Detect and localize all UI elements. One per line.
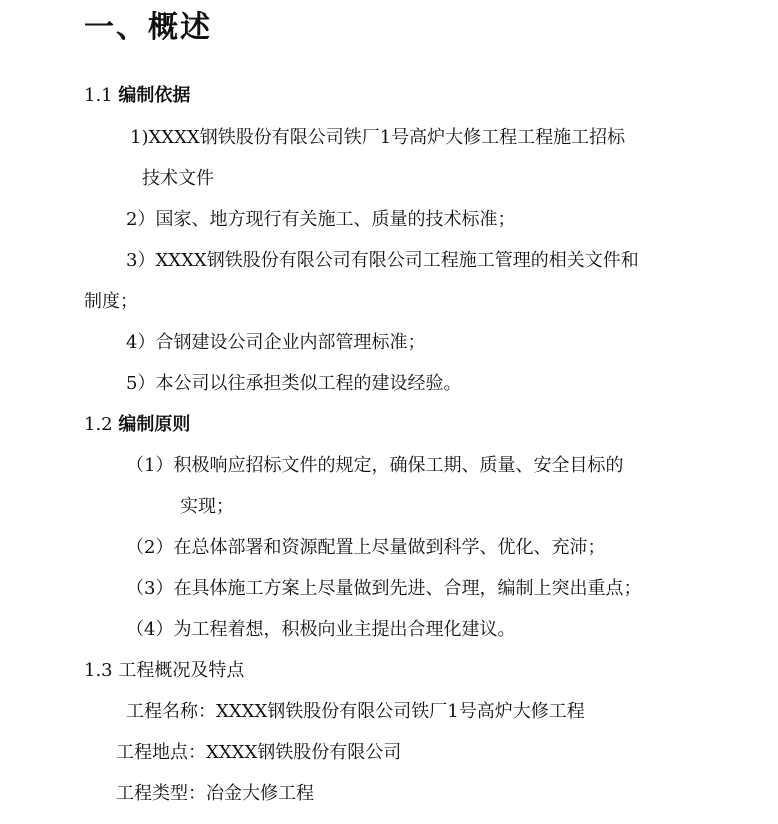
basis-item-3: 3）XXXX钢铁股份有限公司有限公司工程施工管理的相关文件和 [126,250,639,271]
principle-item-1: （1）积极响应招标文件的规定，确保工期、质量、安全目标的 [126,455,624,476]
section-1-2-title: 编制原则 [118,414,191,435]
page-title: 一、概述 [84,10,212,45]
basis-item-3-cont: 制度； [84,291,138,312]
section-1-2-number: 1.2 [84,414,113,435]
project-type: 工程类型：冶金大修工程 [116,783,314,804]
section-1-1-number: 1.1 [84,85,113,106]
basis-item-1-cont: 技术文件 [142,168,214,189]
principle-item-2: （2）在总体部署和资源配置上尽量做到科学、优化、充沛； [126,537,606,558]
basis-item-4: 4）合钢建设公司企业内部管理标准； [126,332,426,353]
section-1-1-heading [84,84,190,108]
basis-item-1: 1)XXXX钢铁股份有限公司铁厂1号高炉大修工程工程施工招标 [130,127,626,148]
principle-item-1-cont: 实现； [180,496,234,517]
section-1-2-heading [84,413,190,437]
basis-item-2: 2）国家、地方现行有关施工、质量的技术标准； [126,209,516,230]
project-name: 工程名称：XXXX钢铁股份有限公司铁厂1号高炉大修工程 [126,701,585,722]
principle-item-4: （4）为工程着想，积极向业主提出合理化建议。 [126,619,516,640]
section-1-3-heading: 1.3 工程概况及特点 [84,660,245,681]
section-1-1-title: 编制依据 [118,85,191,106]
principle-item-3: （3）在具体施工方案上尽量做到先进、合理，编制上突出重点； [126,578,642,599]
basis-item-5: 5）本公司以往承担类似工程的建设经验。 [126,373,462,394]
project-location: 工程地点：XXXX钢铁股份有限公司 [116,742,402,763]
